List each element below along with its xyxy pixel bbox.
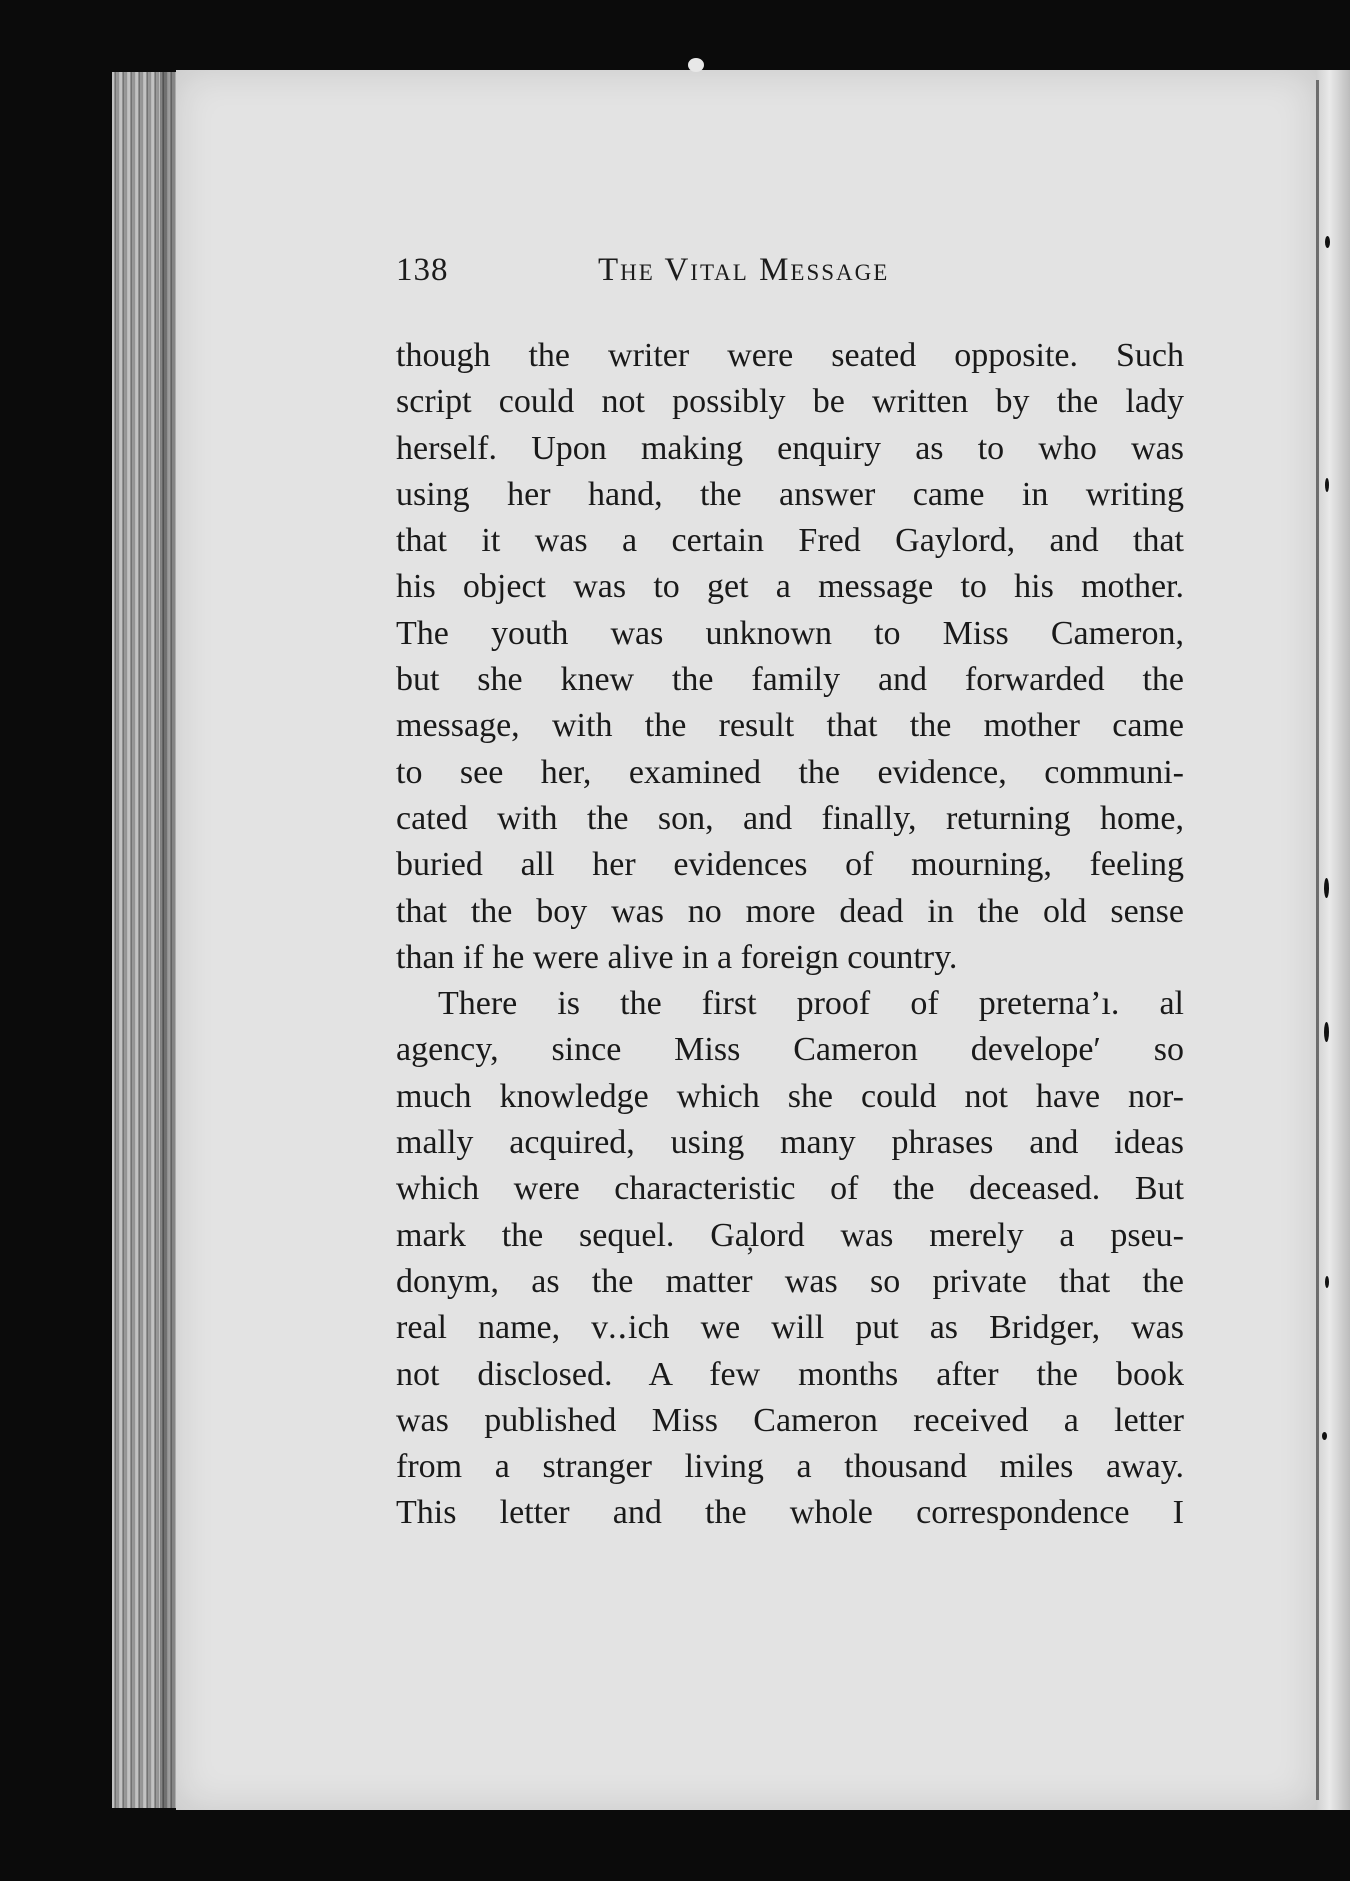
- text-line: donym, as the matter was so private that the: [396, 1262, 1184, 1300]
- text-line: was published Miss Cameron received a letter: [396, 1401, 1184, 1439]
- text-line: to see her, examined the evidence, communi-: [396, 753, 1184, 791]
- text-line: mark the sequel. Ga̦lord was merely a pseu-: [396, 1216, 1184, 1254]
- text-line: The youth was unknown to Miss Cameron,: [396, 614, 1184, 652]
- text-line: his object was to get a message to his mother.: [396, 568, 1184, 606]
- text-line: though the writer were seated opposite. Such: [396, 337, 1184, 374]
- scan-speck: [688, 58, 704, 72]
- running-head: [396, 252, 1196, 302]
- book-title: The Vital Message: [598, 252, 890, 288]
- scan-speck: [1325, 478, 1329, 492]
- text-line: which were characteristic of the deceased. But: [396, 1170, 1184, 1208]
- scan-speck: [1324, 1022, 1329, 1042]
- text-line: buried all her evidences of mourning, feeling: [396, 846, 1184, 884]
- right-gutter-line: [1316, 80, 1319, 1800]
- text-line: real name, ᴠ.․ich we will put as Bridger, was: [396, 1309, 1184, 1347]
- text-line: agency, since Miss Cameron develope′ so: [396, 1031, 1184, 1069]
- scan-speck: [1322, 1432, 1327, 1440]
- text-line: that the boy was no more dead in the old sense: [396, 892, 1184, 930]
- scan-speck: [1325, 236, 1330, 248]
- text-line: not disclosed. A few months after the book: [396, 1355, 1184, 1393]
- text-line: script could not possibly be written by the lady: [396, 383, 1184, 421]
- text-line: but she knew the family and forwarded the: [396, 661, 1184, 699]
- body-text: [396, 333, 1184, 1537]
- text-line: herself. Upon making enquiry as to who was: [396, 429, 1184, 467]
- text-line: This letter and the whole correspondence I: [396, 1494, 1184, 1532]
- scan-speck: [1324, 878, 1329, 898]
- paragraph-first-line: There is the first proof of preterna’ı. al: [438, 985, 1184, 1023]
- page-number: 138: [396, 252, 449, 288]
- text-line: using her hand, the answer came in writing: [396, 475, 1184, 513]
- text-line: that it was a certain Fred Gaylord, and that: [396, 522, 1184, 560]
- text-line: from a stranger living a thousand miles away.: [396, 1448, 1184, 1486]
- text-line: mally acquired, using many phrases and ideas: [396, 1124, 1184, 1162]
- text-line: message, with the result that the mother came: [396, 707, 1184, 745]
- text-line: much knowledge which she could not have nor-: [396, 1077, 1184, 1115]
- text-line: cated with the son, and finally, returning home,: [396, 799, 1184, 837]
- text-line: than if he were alive in a foreign country.: [396, 938, 958, 976]
- scan-speck: [1325, 1276, 1329, 1288]
- page-edge-right: [1316, 70, 1350, 1810]
